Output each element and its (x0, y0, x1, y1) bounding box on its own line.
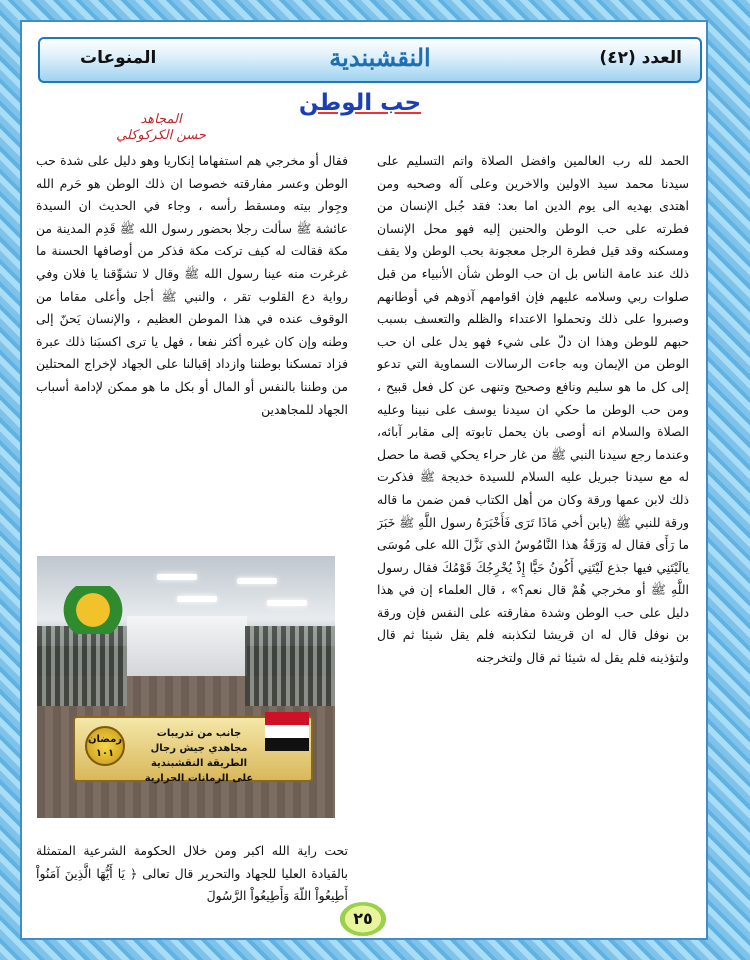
photo-caption (73, 716, 313, 782)
badge-label: رمضان (87, 734, 123, 745)
ceiling-light (267, 600, 307, 606)
author-signature (106, 112, 216, 144)
page-number: ٢٥ (340, 902, 386, 936)
ceiling-light (237, 578, 277, 584)
caption-text: جانب من تدريبات مجاهدي جيش رجال الطريقة النقشبندية على الرمانات الحرارية (144, 728, 254, 784)
badge-number: ١٠١ (95, 748, 115, 759)
ceiling-light (177, 596, 217, 602)
issue-number: العدد (٤٢) (599, 48, 682, 68)
author-name: حسن الكركوكلي (116, 128, 206, 143)
article-title: حب الوطن (298, 90, 422, 116)
article-column-right: الحمد لله رب العالمين وافضل الصلاة واتم التسليم على سيدنا محمد سيد الاولين والاخرين وعلى آله وصحبه ومن اهتدى بهديه الى يوم الدين اما بعد: فقد جُبل الإنسان من فطرته على حب الوطن والحنين إليه فهو محل الإنسان ومسكنه وقد قيل فطرة الرجل معجونة بحب الوطن ولا يقف ذلك عند عامة الناس بل ان حب الوطن شأن الأنبياء من قبل صلوات ربي وسلامه عليهم فإن اقوامهم آذوهم في أوطانهم وصبروا على ذلك وتحملوا الاعتداء والظلم والتعسف بسبب حبهم للوطن وهذا ان دلّ على شيء فهو يدل على ان حب الوطن من الإيمان وبه جاءت الرسالات السماوية التي تدعو إلى كل ما هو سليم ونافع وصحيح وتنهى عن كل فعل قبيح ، ومن حب الوطن ما حكي ان سيدنا يوسف على نبينا وعليه الصلاة والسلام انه أوصى بان يحمل تابوته إلى مقابر آبائه، وعندما رجع سيدنا النبي ﷺ من غار حراء يحكي قصة ما حصل له مع سيدنا جبريل عليه السلام للسيدة خديجة ﷺ فذكرت ذلك لابن عمها ورقة وكان من أهل الكتاب فمن ضمن ما قاله ورقة للنبي ﷺ (يابن أخي مَاذَا تَرَى فَأَخْبَرَهُ رسول اللَّهِ ﷺ خَبَرَ ما رَأَى فقال له وَرَقَةُ هذا النَّامُوسُ الذي نَزَّلَ الله على مُوسَى يالَيْتَنِي فيها جذع لَيْتَنِي أَكُونُ حَيًّا إِذْ يُخْرِجُكَ قَوْمُكَ فقال رسول اللَّهِ ﷺ أو مخرجي هُمْ قال نعم؟» ، قال العلماء إن في هذا دليل على حب الوطن وشدة مفارقته على النفس فإن ورقة بن نوفل قال له ان قريشا لتكذبنه فلم يقل شيئا ثم قال ولتؤذينه فلم يقل له شيئا ثم قال ولتخرجنه (377, 153, 689, 666)
iraq-flag-icon (265, 712, 309, 752)
training-photo (37, 556, 335, 818)
trainees-right (245, 626, 335, 706)
page-header (38, 37, 702, 83)
magazine-logo: النقشبندية (329, 43, 431, 72)
army-emblem-icon (59, 586, 127, 634)
ramadan-badge (85, 726, 125, 766)
author-role: المجاهد (140, 112, 182, 127)
section-name: المنوعات (80, 48, 157, 68)
trainees-left (37, 626, 127, 706)
article-column-left-bottom: تحت راية الله اكبر ومن خلال الحكومة الشرعية المتمثلة بالقيادة العليا للجهاد والتحرير قال تعالى ﴿ يَا أَيُّهَا الَّذِينَ آمَنُواْ أَطِيعُواْ اللّهَ وَأَطِيعُواْ الرَّسُولَ (36, 843, 348, 904)
article-column-left-top: فقال أو مخرجي هم استفهاما إنكاريا وهو دليل على شدة حب الوطن وعسر مفارقته خصوصا ان ذلك الوطن هو حَرم الله وجِوار بيته ومسقط رأسه ، وجاء في الحديث ان السيدة عائشة ﷺ سألت رجلا بحضور رسول الله ﷺ قَدِم المدينة من مكة فقالت له كيف تركت مكة فذكر من أوصافها الحسنة ما غرغرت منه عينا رسول الله ﷺ وقال لا تشوِّقنا يا فلان وفي رواية دع القلوب تقر ، والنبي ﷺ أجل وأعلى مقاما من الوقوف عنده في هذا الموطن العظيم ، والإنسان يَحنّ إلى وطنه وإن كان غيره أكثر نفعا ، فهل يا ترى اكسبَنا ذلك عبرة فزاد تمسكنا بوطننا وازداد إقبالنا على الجهاد لإخراج المحتلين من وطننا بالنفس أو المال أو بكل ما هو ممكن لإدامة أسباب الجهاد للمجاهدين (36, 153, 348, 417)
ceiling-light (157, 574, 197, 580)
